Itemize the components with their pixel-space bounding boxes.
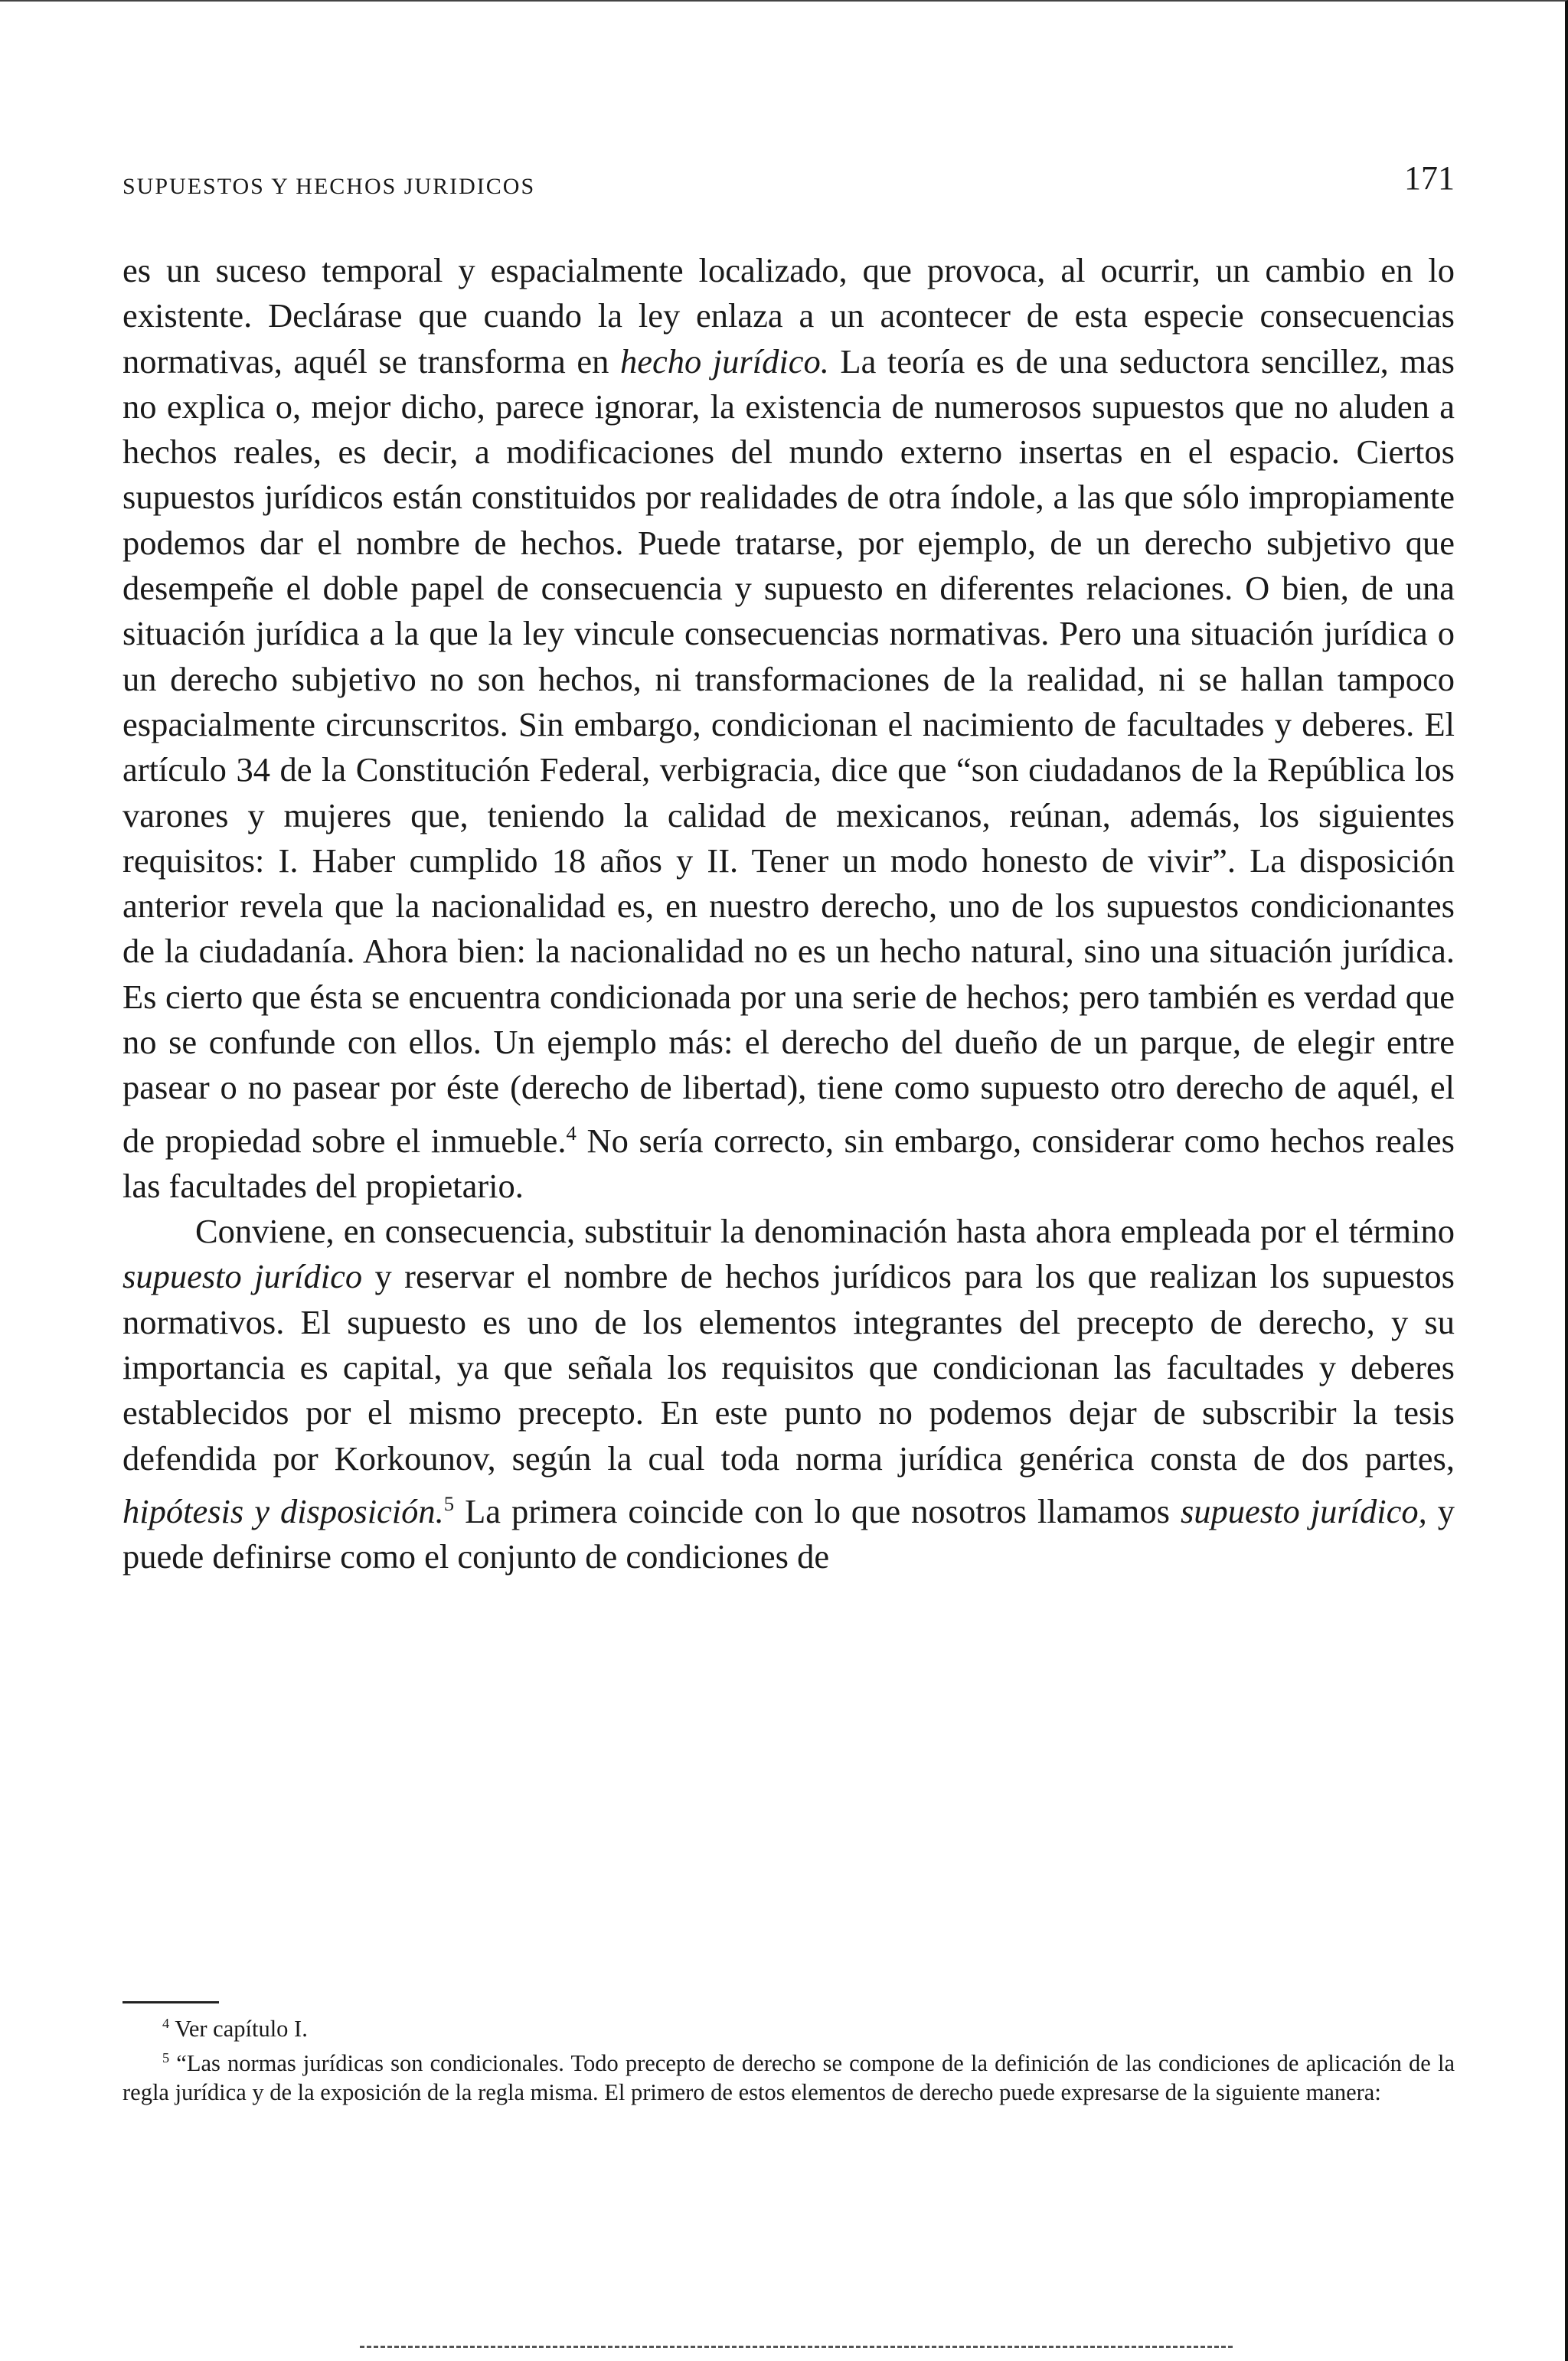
text-run: La primera coincide con lo que nosotros llamamos: [454, 1491, 1181, 1530]
text-run: La teoría es de una seductora sencillez, mas no explica o, mejor dicho, parece ignorar, la existencia de numerosos supuestos que no aluden a hechos reales, es decir, a modificaciones del mundo externo insertas en el espacio. Ciertos supuestos jurídicos están constituidos por realidades de otra índole, a las que sólo impropiamente podemos dar el nombre de hechos. Puede tratarse, por ejemplo, de un derecho subjetivo que desempeñe el doble papel de consecuencia y supuesto en diferentes relaciones. O bien, de una situación jurídica a la que la ley vincule consecuencias normativas. Pero una situación jurídica o un derecho subjetivo no son hechos, ni transformaciones de la realidad, ni se hallan tampoco espacialmente circunscritos. Sin embargo, condicionan el nacimiento de facultades y deberes. El artículo 34 de la Constitución Federal, verbigracia, dice que “son ciudadanos de la República los varones y mujeres que, teniendo la calidad de mexicanos, reúnan, además, los siguientes requisitos: I. Haber cumplido 18 años y II. Tener un modo honesto de vivir”. La disposición anterior revela que la nacionalidad es, en nuestro derecho, uno de los supuestos condicionantes de la ciudadanía. Ahora bien: la nacionalidad no es un hecho natural, sino una situación jurídica. Es cierto que ésta se encuentra condicionada por una serie de hechos; pero también es verdad que no se confunde con ellos. Un ejemplo más: el derecho del dueño de un parque, de elegir entre pasear o no pasear por éste (derecho de libertad), tiene como supuesto otro derecho de aquél, el de propiedad sobre el inmueble.: [122, 341, 1455, 1160]
footnote-5: [122, 2043, 1455, 2107]
emphasis: supuesto jurídico: [122, 1257, 363, 1296]
footnote-text: “Las normas jurídicas son condicionales. Todo precepto de derecho se compone de la definición de las condiciones de aplicación de la regla jurídica y de la exposición de la regla misma. El primero de estos elementos de derecho puede expresarse de la siguiente manera:: [122, 2050, 1455, 2106]
footnote-divider: [122, 2001, 219, 2003]
paragraph-2: [122, 1209, 1455, 1579]
footnote-mark: 4: [162, 2016, 170, 2031]
text-run: No sería correcto, sin embargo, considerar como hechos reales las facultades del propietario.: [122, 1121, 1455, 1205]
emphasis: supuesto jurídico,: [1180, 1491, 1427, 1530]
footnote-ref: 5: [443, 1491, 455, 1515]
footnote-4: [122, 2009, 1455, 2043]
emphasis: hecho jurídico.: [619, 341, 829, 380]
scan-edge-line: [360, 2346, 1233, 2348]
body-text: [122, 248, 1455, 1579]
text-run: y reservar el nombre de hechos jurídicos para los que realizan los supuestos normativos. El supuesto es uno de los elementos integrantes del precepto de derecho, y su importancia es capital, ya que señala los requisitos que condicionan las facultades y deberes establecidos por el mismo precepto. En este punto no podemos dejar de subscribir la tesis defendida por Korkounov, según la cual toda norma jurídica genérica consta de dos partes,: [122, 1257, 1455, 1478]
footnote-ref: 4: [566, 1121, 577, 1145]
running-head: SUPUESTOS Y HECHOS JURIDICOS: [122, 174, 536, 199]
text-run: y puede definirse como el conjunto de condiciones de: [122, 1491, 1455, 1576]
emphasis: hipótesis y disposición.: [122, 1491, 444, 1530]
text-run: es un suceso temporal y espacialmente localizado, que provoca, al ocurrir, un cambio en lo existente. Declárase que cuando la ley enlaza a un acontecer de esta especie consecuencias normativas, aquél se transforma en: [122, 251, 1455, 380]
text-run: Conviene, en consecuencia, substituir la denominación hasta ahora empleada por el término: [195, 1212, 1455, 1251]
page-number: 171: [1404, 159, 1455, 197]
page-header: [122, 158, 1455, 204]
paragraph-1: [122, 248, 1455, 1209]
footnotes: [122, 2009, 1455, 2107]
footnote-text: Ver capítulo I.: [169, 2016, 308, 2043]
footnote-mark: 5: [162, 2050, 170, 2066]
